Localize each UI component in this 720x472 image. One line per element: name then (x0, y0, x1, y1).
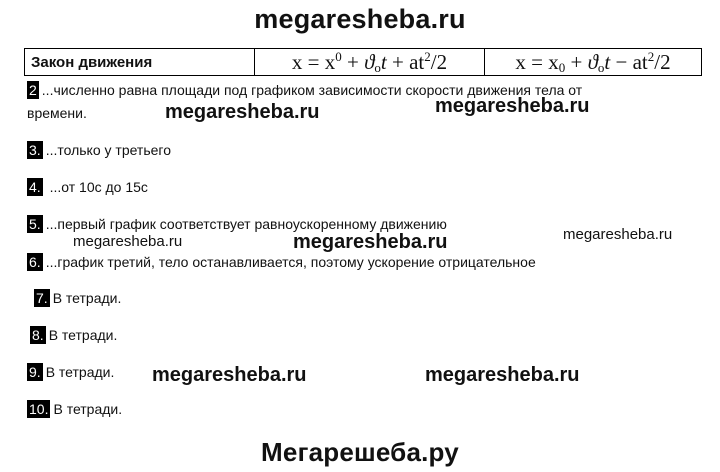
formula-2: $x = x_0 + ϑ_ot - at^2/2$ (515, 48, 671, 75)
item-text: времени. (27, 105, 87, 121)
answer-item-2-cont (27, 103, 87, 123)
answer-item-3 (27, 140, 171, 160)
watermark: megaresheba.ru (73, 233, 183, 250)
item-number: 3. (29, 142, 41, 158)
answer-item-10 (27, 399, 122, 419)
watermark: megaresheba.ru (563, 226, 673, 243)
watermark: megaresheba.ru (293, 231, 448, 253)
item-number: 8. (32, 327, 44, 343)
item-text: В тетради. (48, 327, 118, 343)
item-text: ...численно равна площади под графиком зависимости скорости движения тела от (41, 82, 583, 98)
item-number: 5. (29, 216, 41, 232)
watermark: megaresheba.ru (425, 364, 580, 386)
answer-item-6 (27, 252, 536, 272)
formula-cell-1 (255, 49, 485, 75)
answer-item-4 (27, 177, 148, 197)
watermark: megaresheba.ru (435, 95, 590, 117)
formula-1: $x = x^0 + ϑ_ot + at^2/2$ (291, 48, 448, 75)
watermark: megaresheba.ru (152, 364, 307, 386)
item-text: ...первый график соответствует равноускоренному движению (45, 216, 447, 232)
item-number: 2 (29, 82, 37, 98)
item-text: В тетради. (52, 290, 122, 306)
item-text: ...график третий, тело останавливается, поэтому ускорение отрицательное (45, 254, 536, 270)
watermark: megaresheba.ru (165, 101, 320, 123)
answer-item-9 (27, 362, 114, 382)
item-number: 6. (29, 254, 41, 270)
item-text: ...от 10с до 15с (45, 179, 148, 195)
item-text: В тетради. (53, 401, 123, 417)
law-of-motion-table (24, 48, 702, 76)
formula-cell-2 (485, 49, 701, 75)
item-number: 7. (36, 290, 48, 306)
item-text: В тетради. (45, 364, 115, 380)
item-number: 4. (29, 179, 41, 195)
answer-item-7 (34, 288, 121, 308)
item-number: 9. (29, 364, 41, 380)
footer-watermark: Мегарешеба.ру (261, 437, 459, 467)
answer-item-8 (30, 325, 117, 345)
item-number: 10. (29, 401, 49, 417)
table-label: Закон движения (25, 49, 255, 75)
item-text: ...только у третьего (45, 142, 171, 158)
header-watermark: megaresheba.ru (254, 4, 466, 34)
